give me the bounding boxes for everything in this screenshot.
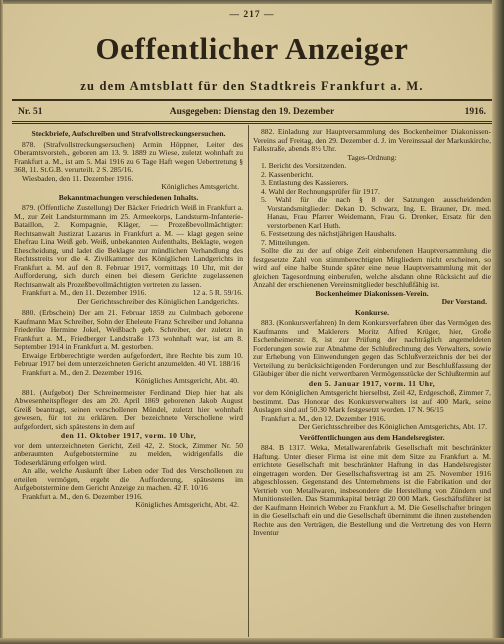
issue-rule-lower — [12, 123, 492, 124]
agenda-item: 1. Bericht des Vorsitzenden. — [261, 161, 347, 170]
notice-884-text: 884. B 1317. Weka, Metallwarenfabrik Gesellschaft mit beschränkter Haftung. Unter dieser Firma ist eine mit dem Sitze zu Frankfurt a. M. errichtete Gesellschaft mit beschränkter Haftung in das Handelsregister eingetragen worden. Der Gesellschaftsvertrag ist am 25. November 1916 abgeschlossen. Gegenstand des Unternehmens ist die Fabrikation und der Vertrieb von Metallwaren, insbesondere die Herstellung von Zündern und Munitionsteilen. Das Stammkapital beträgt 20 000 Mark. Geschäftsführer ist der Kaufmann Heinrich Weber zu Frankfurt a. M. Die Gesellschafter bringen in die Gesellschaft ein und die Gesellschaft übernimmt die ihnen zustehenden Rechte aus den Verträgen, die Bestellung und die Vertretung des von Herrn Inventur — [253, 443, 491, 537]
notice-881-date: Frankfurt a. M., den 6. Dezember 1916. — [22, 491, 143, 501]
section-heading-misc: Bekanntmachungen verschiedenen Inhalts. — [58, 192, 199, 202]
section-heading-bankruptcy: Konkurse. — [355, 307, 389, 317]
scan-edge-left — [0, 0, 3, 644]
scan-edge-bottom — [0, 638, 504, 644]
notice-878-text: 878. (Strafvollstreckungsersuchen) Armin Höppner, Leiter des Oberamtsvorsteh., geboren am 13. 9. 1889 zu Wiese, zuletzt wohnhaft zu Frankfurt a. M., ist am 5. Mai 1916 zu 6 Tage Haft wegen Uebertretung § 368, 11. St.G.B. verurteilt. 2 S. 285/16. — [14, 139, 243, 174]
page-number: — 217 — — [229, 10, 275, 20]
notice-883-text: 883. (Konkursverfahren) In dem Konkursverfahren über das Vermögen des Kaufmanns und Maklerers Moritz Alfred Krüger, hier, Große Eschenheimerstr. 8, ist zur Prüfung der nachträglich angemeldeten Forderungen sowie zur Abnahme der Schlußrechnung des Verwalters, sowie zur Erhebung von Einwendungen gegen das Schlußverzeichnis der bei der Verteilung zu berücksichtigenden Forderungen und zur Beschlußfassung der Gläubiger über die nicht verwertbaren Vermögensstücke der Schlußtermin auf — [253, 318, 491, 378]
agenda-item: 7. Mitteilungen. — [261, 237, 310, 247]
notice-882-organization: Bockenheimer Diakonissen-Verein. — [315, 288, 429, 298]
issue-rule-upper — [12, 121, 492, 122]
notice-880-date: Frankfurt a. M., den 2. Dezember 1916. — [22, 367, 143, 377]
notice-878-signature: Königliches Amtsgericht. — [161, 182, 239, 191]
right-column — [253, 128, 491, 636]
left-column — [14, 128, 243, 636]
agenda-item: 2. Kassenbericht. — [261, 169, 314, 179]
section-heading-register: Veröffentlichungen aus dem Handelsregister. — [299, 432, 445, 442]
notice-879-date: Frankfurt a. M., den 11. Dezember 1916. — [22, 288, 147, 297]
issue-number: Nr. 51 — [18, 107, 43, 117]
notice-882-text: 882. Einladung zur Hauptversammlung des Bockenheimer Diakonissen-Vereins auf Freitag, den 29. Dezember d. J. im Vereinssaal der Markuskirche, Falkstraße, abends 8½ Uhr. — [253, 128, 491, 153]
column-divider — [248, 125, 249, 637]
binding-shadow — [492, 0, 504, 644]
notice-881-text: 881. (Aufgebot) Der Schreinermeister Ferdinand Diep hier hat als Abwesenheitspfleger des am 20. April 1869 geborenen Jakob August Greiß beantragt, seinen verschollenen Mündel, zuletzt hier wohnhaft gewesen, für tot zu erklären. Der bezeichnete Verschollene wird aufgefordert, sich spätestens in dem auf — [14, 387, 243, 431]
notice-883-text2: vor dem Königlichen Amtsgericht hierselbst, Zeil 42, Erdgeschoß, Zimmer 7, bestimmt. Das Honorar des Konkursverwalters ist auf 400 Mark, seine Auslagen sind auf 50.30 Mark festgesetzt worden. 17 N. 96/15 — [253, 388, 491, 414]
notice-882-text2: Sollte die zu der auf obige Zeit einberufenen Hauptversammlung die festgesetzte Zahl von stimmberechtigten Mitgliedern nicht erscheinen, so wird auf eine halbe Stunde später eine neue Hauptversammlung mit der gleichen Tagesordnung einberufen, welche alsdann ohne Rücksicht auf die Anzahl der erschienenen Vereinsmitglieder beschlußfähig ist. — [253, 246, 491, 289]
scan-edge-top — [0, 0, 504, 4]
notice-880-text: 880. (Erbschein) Der am 21. Februar 1859 zu Culmbach geborene Kaufmann Max Schreiber, Sohn der Eheleute Franz Schreiber und Johanna Friederike Hermine Jokel, Weißbach geb. Schreiber, der zuletzt in Frankfurt a. M., Friedberger Landstraße 173 wohnhaft war, ist am 8. September 1914 in Frankfurt a. M. gestorben. — [14, 308, 243, 351]
notice-881-text3: An alle, welche Auskunft über Leben oder Tod des Verschollenen zu erteilen vermögen, ergeht die Aufforderung, spätestens im Aufgebotstermine dem Gericht Anzeige zu machen. 42 F. 10/16 — [14, 466, 243, 492]
agenda-item: 4. Wahl der Rechnungsprüfer für 1917. — [261, 186, 380, 196]
masthead-rule — [12, 99, 492, 101]
issue-year: 1916. — [464, 107, 486, 117]
notice-881-term: den 11. Oktober 1917, vorm. 10 Uhr, — [60, 431, 197, 440]
issue-line — [12, 107, 492, 119]
notice-883-term: den 5. Januar 1917, vorm. 11 Uhr, — [308, 378, 436, 388]
notice-882-board: Der Vorstand. — [441, 297, 487, 306]
agenda-item: 3. Entlastung des Kassierers. — [261, 178, 349, 187]
masthead-subtitle: zu dem Amtsblatt für den Stadtkreis Frankfurt a. M. — [80, 79, 424, 93]
notice-879-ref: 12 a. 5 R. 59/16. — [192, 288, 243, 297]
notice-883-signature: Der Gerichtsschreiber des Königlichen Amtsgerichts, Abt. 17. — [298, 422, 487, 431]
section-heading-warrants: Steckbriefe, Aufschreiben und Strafvollstreckungsersuchen. — [31, 129, 226, 138]
notice-881-text2: vor dem unterzeichneten Gericht, Zeil 42, 2. Stock, Zimmer Nr. 50 anberaumten Aufgebotstermine zu melden, widrigenfalls die Todeserklärung erfolgen wird. — [14, 440, 243, 467]
notice-879-text: 879. (Öffentliche Zustellung) Der Bäcker Friedrich Weiß in Frankfurt a. M., zur Zeit Landsturmmann im 25. Armeekorps, Landsturm-Infanterie-Bataillon, 2. Kompagnie, Kläger, — Prozeßbevollmächtigter: Rechtsanwalt Justizrat Lazarus in Frankfurt a. M. — klagt gegen seine Ehefrau Lina Weiß geb. Weiß, unbekannten Aufenthalts, Beklagte, wegen Ehescheidung, und ladet die Beklagte zur mündlichen Verhandlung des Rechtsstreits vor die 4. Zivilkammer des Königlichen Landgerichts in Frankfurt a. M. auf den 8. Februar 1917, vormittags 10 Uhr, mit der Aufforderung, sich durch einen bei diesem Gerichte zugelassenen Rechtsanwalt als Prozeßbevollmächtigten vertreten zu lassen. — [14, 203, 243, 289]
masthead-title: Oeffentlicher Anzeiger — [95, 31, 409, 66]
notice-880-text2: Etwaige Erbberechtigte werden aufgefordert, ihre Rechte bis zum 10. Februar 1917 bei dem unterzeichneten Gericht anzumelden. 40 VI. 188/16 — [14, 350, 243, 368]
notice-879-signature: Der Gerichtsschreiber des Königlichen Landgerichts. — [77, 296, 239, 306]
notice-881-signature: Königliches Amtsgericht, Abt. 42. — [135, 500, 239, 509]
notice-878-date: Wiesbaden, den 11. Dezember 1916. — [22, 173, 134, 183]
agenda-item: 6. Festsetzung des nächstjährigen Haushalts. — [261, 229, 397, 238]
notice-883-date: Frankfurt a. M., den 12. Dezember 1916. — [261, 413, 386, 423]
agenda-item: 5. Wahl für die nach § 8 der Satzungen ausscheidenden Vorstandsmitglieder: Dekan D. Schwarz, Ing. E. Brauner, Dr. med. Hanau, Frau Pfarrer Weidemann, Frau G. Drenker, Ersatz für den verstorbenen Karl Huth. — [261, 195, 491, 230]
issue-date: Ausgegeben: Dienstag den 19. Dezember — [169, 107, 335, 117]
notice-880-signature: Königliches Amtsgericht, Abt. 40. — [135, 376, 239, 385]
agenda-title: Tages-Ordnung: — [347, 152, 397, 162]
